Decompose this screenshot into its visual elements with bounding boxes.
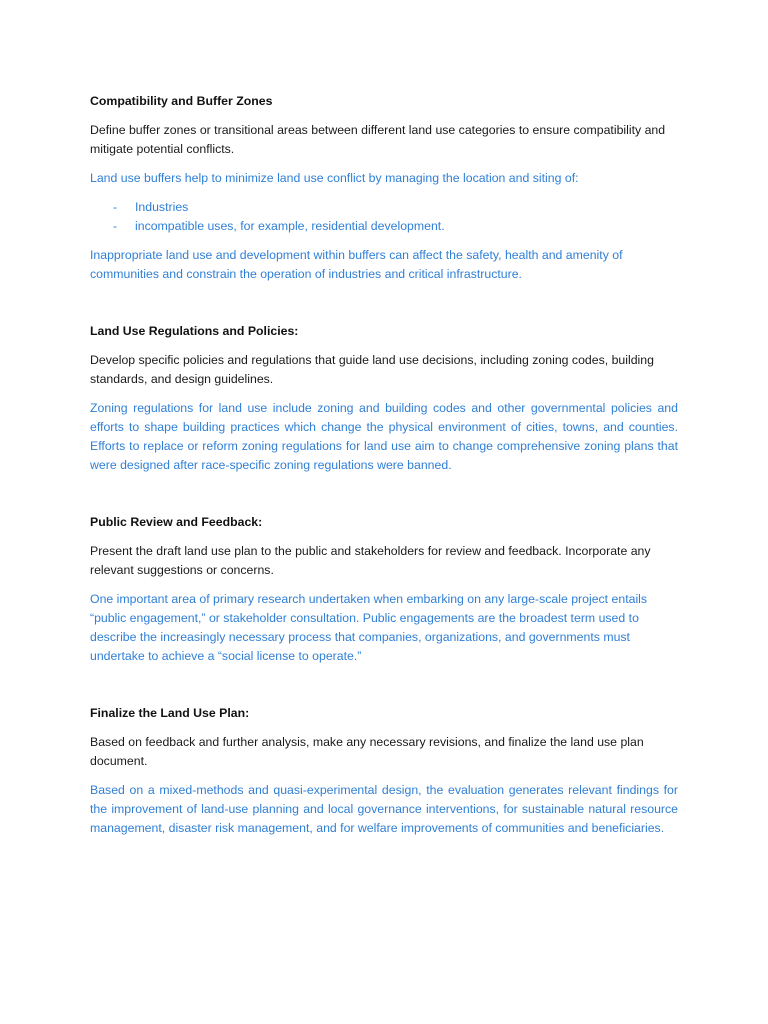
section-heading: Land Use Regulations and Policies: <box>90 324 299 338</box>
list-item-text: incompatible uses, for example, residential development. <box>135 219 445 233</box>
section-note: Zoning regulations for land use include zoning and building codes and other governmental policies and efforts to shape building practices which change the physical environment of cities, towns, and counties. Efforts to replace or reform zoning regulations for land use aim to change comprehensive zoning plans that were designed after race-specific zoning regulations were banned. <box>90 401 678 472</box>
section-body: Based on feedback and further analysis, make any necessary revisions, and finalize the land use plan document. <box>90 735 644 768</box>
list-item <box>90 217 678 236</box>
bullet-dash: - <box>113 200 118 214</box>
section-heading: Compatibility and Buffer Zones <box>90 94 273 108</box>
section-heading: Public Review and Feedback: <box>90 515 263 529</box>
bullet-dash: - <box>113 219 118 233</box>
section-public-review <box>90 513 678 666</box>
section-body: Develop specific policies and regulations that guide land use decisions, including zoning codes, building standards, and design guidelines. <box>90 353 654 386</box>
list-item-text: Industries <box>135 200 189 214</box>
document-page <box>90 92 678 848</box>
section-heading: Finalize the Land Use Plan: <box>90 706 250 720</box>
bullet-list <box>90 198 678 236</box>
section-note: One important area of primary research undertaken when embarking on any large-scale project entails “public engagement,” or stakeholder consultation. Public engagements are the broadest term used to describe the increasingly necessary process that companies, organizations, and governments must undertake to achieve a “social license to operate.” <box>90 592 648 663</box>
section-finalize-plan <box>90 704 678 838</box>
note-intro: Land use buffers help to minimize land use conflict by managing the location and siting of: <box>90 171 579 185</box>
section-note: Based on a mixed-methods and quasi-experimental design, the evaluation generates relevant findings for the improvement of land-use planning and local governance interventions, for sustainable natural resource management, disaster risk management, and for welfare improvements of communities and beneficiaries. <box>90 783 678 835</box>
section-note: Inappropriate land use and development within buffers can affect the safety, health and amenity of communities and constrain the operation of industries and critical infrastructure. <box>90 248 623 281</box>
section-body: Present the draft land use plan to the public and stakeholders for review and feedback. Incorporate any relevant suggestions or concerns. <box>90 544 651 577</box>
list-item <box>90 198 678 217</box>
section-land-use-regulations <box>90 322 678 475</box>
section-body: Define buffer zones or transitional areas between different land use categories to ensure compatibility and mitigate potential conflicts. <box>90 123 666 156</box>
section-compatibility-buffer-zones <box>90 92 678 284</box>
